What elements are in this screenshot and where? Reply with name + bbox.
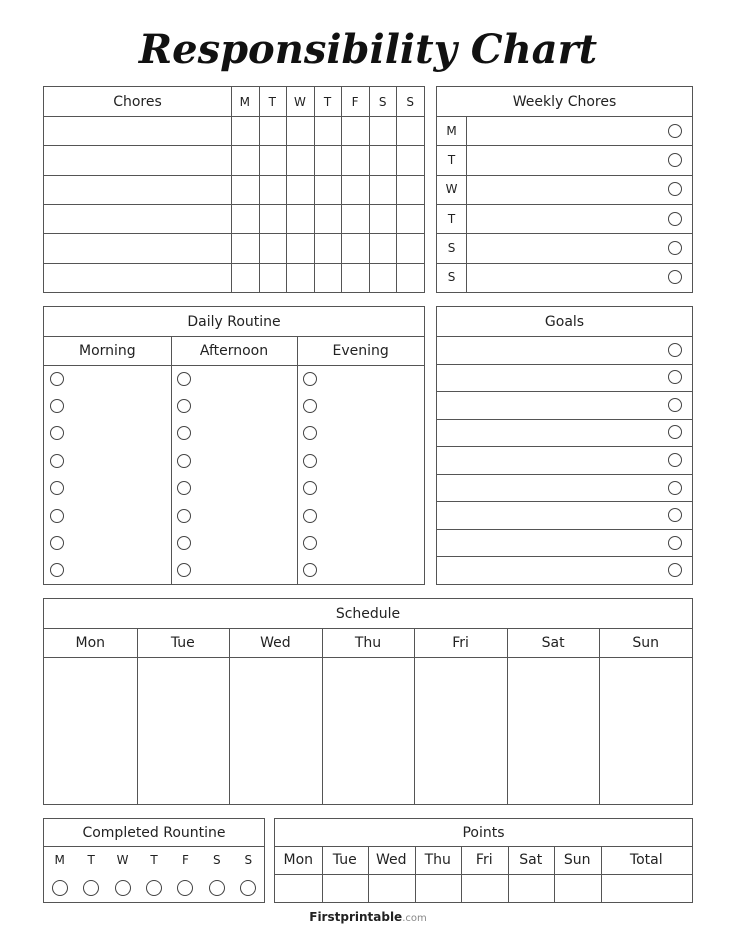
points-column-header: Wed [375, 852, 407, 868]
schedule-day-cell[interactable] [414, 657, 507, 804]
weekly-day-label: M [446, 123, 457, 138]
weekly-day-label: S [447, 240, 456, 255]
weekly-chores-header: Weekly Chores [512, 93, 617, 110]
completed-day-label: T [87, 853, 95, 867]
chores-row[interactable] [44, 145, 424, 174]
checkbox-circle[interactable] [50, 454, 64, 468]
checkbox-circle[interactable] [50, 509, 64, 523]
goals-row-divider [437, 556, 692, 557]
weekly-row-divider [437, 263, 692, 264]
checkbox-circle[interactable] [177, 563, 191, 577]
goals-header: Goals [544, 313, 585, 330]
schedule-table [43, 598, 693, 805]
weekly-day-label: W [445, 182, 458, 197]
checkbox-circle[interactable] [303, 563, 317, 577]
weekly-day-label: T [447, 211, 456, 226]
checkbox-circle[interactable] [83, 880, 99, 896]
completed-day-label: S [244, 853, 253, 867]
schedule-day-cell[interactable] [507, 657, 600, 804]
checkbox-circle[interactable] [668, 508, 682, 522]
weekly-row-divider [437, 145, 692, 146]
points-value-cell[interactable] [322, 874, 369, 902]
weekly-row-divider [437, 233, 692, 234]
checkbox-circle[interactable] [209, 880, 225, 896]
checkbox-circle[interactable] [668, 270, 682, 284]
checkbox-circle[interactable] [50, 481, 64, 495]
weekly-row-divider [437, 204, 692, 205]
chores-row[interactable] [44, 204, 424, 233]
checkbox-circle[interactable] [303, 536, 317, 550]
completed-routine-header: Completed Rountine [82, 824, 226, 841]
checkbox-circle[interactable] [177, 481, 191, 495]
checkbox-circle[interactable] [177, 509, 191, 523]
schedule-day-header: Tue [170, 634, 195, 651]
points-column-header: Total [629, 852, 663, 868]
checkbox-circle[interactable] [303, 454, 317, 468]
points-value-cell[interactable] [461, 874, 508, 902]
points-column-header: Sat [519, 852, 543, 868]
chores-day-header: T [268, 94, 277, 109]
checkbox-circle[interactable] [303, 372, 317, 386]
goals-row-divider [437, 529, 692, 530]
points-value-cell[interactable] [275, 874, 322, 902]
checkbox-circle[interactable] [668, 453, 682, 467]
chores-day-header: S [378, 94, 387, 109]
checkbox-circle[interactable] [668, 370, 682, 384]
daily-routine-header: Daily Routine [187, 313, 281, 330]
chores-table [43, 86, 425, 293]
checkbox-circle[interactable] [668, 212, 682, 226]
points-column-header: Tue [332, 852, 357, 868]
points-column-header: Mon [283, 852, 314, 868]
points-column-header: Fri [475, 852, 493, 868]
weekly-day-label: T [447, 152, 456, 167]
points-value-cell[interactable] [415, 874, 462, 902]
points-header: Points [462, 824, 505, 841]
schedule-day-cell[interactable] [229, 657, 322, 804]
checkbox-circle[interactable] [668, 124, 682, 138]
points-table [274, 818, 693, 903]
schedule-day-header: Mon [75, 634, 106, 651]
chores-day-header: S [406, 94, 415, 109]
chores-day-header: W [293, 94, 306, 109]
daily-column-header: Afternoon [199, 342, 269, 359]
schedule-day-cell[interactable] [44, 657, 137, 804]
points-value-cell[interactable] [508, 874, 555, 902]
goals-row-divider [437, 446, 692, 447]
chores-row[interactable] [44, 233, 424, 262]
checkbox-circle[interactable] [177, 372, 191, 386]
schedule-header: Schedule [335, 605, 401, 622]
points-column-header: Sun [563, 852, 591, 868]
checkbox-circle[interactable] [668, 481, 682, 495]
checkbox-circle[interactable] [668, 563, 682, 577]
checkbox-circle[interactable] [50, 563, 64, 577]
schedule-day-header: Fri [452, 634, 469, 651]
chores-header: Chores [113, 93, 162, 110]
completed-routine-table [43, 818, 265, 903]
daily-column-header: Evening [332, 342, 389, 359]
checkbox-circle[interactable] [668, 536, 682, 550]
goals-row-divider [437, 336, 692, 337]
schedule-day-cell[interactable] [599, 657, 692, 804]
checkbox-circle[interactable] [303, 399, 317, 413]
schedule-day-header: Sun [632, 634, 660, 651]
footer-domain: .com [402, 913, 427, 924]
schedule-day-cell[interactable] [322, 657, 415, 804]
goals-row-divider [437, 391, 692, 392]
schedule-day-header: Thu [354, 634, 382, 651]
chores-row[interactable] [44, 116, 424, 145]
checkbox-circle[interactable] [52, 880, 68, 896]
goals-row-divider [437, 419, 692, 420]
daily-subheader-divider [44, 365, 424, 366]
points-value-cell[interactable] [601, 874, 693, 902]
weekly-row-divider [437, 175, 692, 176]
checkbox-circle[interactable] [240, 880, 256, 896]
chores-row[interactable] [44, 263, 424, 292]
weekly-chores-table [436, 86, 693, 293]
checkbox-circle[interactable] [50, 536, 64, 550]
schedule-day-header: Sat [541, 634, 565, 651]
checkbox-circle[interactable] [115, 880, 131, 896]
checkbox-circle[interactable] [50, 372, 64, 386]
footer [0, 910, 736, 924]
goals-table [436, 306, 693, 585]
checkbox-circle[interactable] [50, 426, 64, 440]
weekly-row-divider [437, 116, 692, 117]
checkbox-circle[interactable] [668, 343, 682, 357]
checkbox-circle[interactable] [177, 426, 191, 440]
daily-routine-table [43, 306, 425, 585]
checkbox-circle[interactable] [303, 426, 317, 440]
checkbox-circle[interactable] [146, 880, 162, 896]
daily-column-header: Morning [78, 342, 136, 359]
checkbox-circle[interactable] [50, 399, 64, 413]
checkbox-circle[interactable] [668, 153, 682, 167]
points-value-cell[interactable] [368, 874, 415, 902]
checkbox-circle[interactable] [177, 536, 191, 550]
chores-day-header: M [239, 94, 250, 109]
page-title: Responsibility Chart [138, 26, 598, 73]
weekly-day-label: S [447, 270, 456, 285]
completed-day-label: F [181, 853, 189, 867]
checkbox-circle[interactable] [668, 241, 682, 255]
chores-day-header: T [323, 94, 332, 109]
chores-row[interactable] [44, 175, 424, 204]
checkbox-circle[interactable] [177, 880, 193, 896]
completed-day-label: M [54, 853, 65, 867]
goals-row-divider [437, 501, 692, 502]
goals-row-divider [437, 474, 692, 475]
daily-column-divider [171, 336, 172, 584]
goals-row-divider [437, 364, 692, 365]
checkbox-circle[interactable] [668, 398, 682, 412]
points-value-cell[interactable] [554, 874, 601, 902]
checkbox-circle[interactable] [668, 182, 682, 196]
schedule-day-cell[interactable] [137, 657, 230, 804]
checkbox-circle[interactable] [303, 481, 317, 495]
completed-day-label: T [150, 853, 158, 867]
checkbox-circle[interactable] [177, 399, 191, 413]
checkbox-circle[interactable] [668, 425, 682, 439]
checkbox-circle[interactable] [303, 509, 317, 523]
daily-column-divider [297, 336, 298, 584]
completed-day-label: S [213, 853, 221, 867]
chores-day-header: F [351, 94, 359, 109]
checkbox-circle[interactable] [177, 454, 191, 468]
points-column-header: Thu [424, 852, 451, 868]
schedule-day-header: Wed [260, 634, 291, 651]
completed-day-label: W [116, 853, 129, 867]
footer-brand: Firstprintable [309, 910, 403, 924]
